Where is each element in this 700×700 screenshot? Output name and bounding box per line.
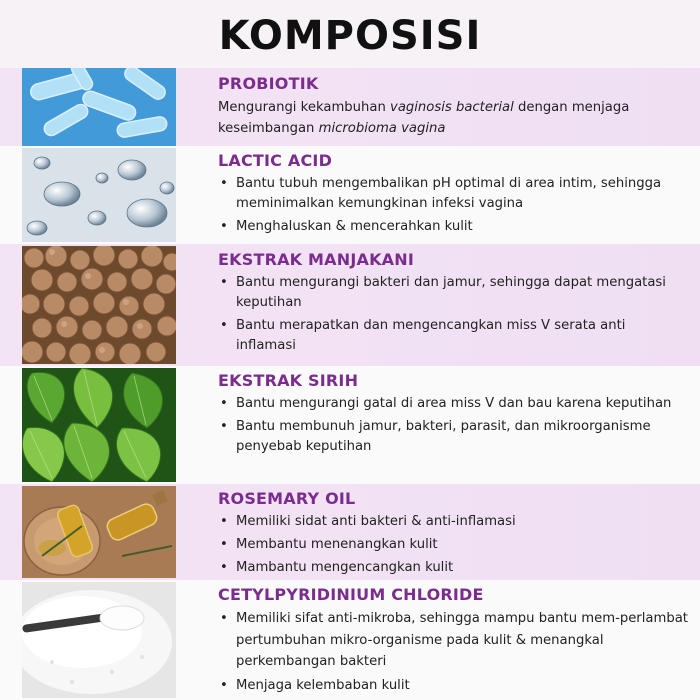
benefit-item: • Menjaga kelembaban kulit: [218, 676, 688, 696]
benefit-list: [218, 174, 688, 237]
benefit-item: • Memiliki sidat anti bakteri & anti-inflamasi: [218, 512, 688, 532]
page-title: KOMPOSISI: [218, 13, 482, 59]
benefit-item: • Bantu membunuh jamur, bakteri, parasit, dan mikroorganisme penyebab keputihan: [218, 417, 688, 457]
ingredient-name: CETYLPYRIDINIUM CHLORIDE: [218, 585, 484, 604]
benefit-item: • Mambantu mengencangkan kulit: [218, 558, 688, 578]
benefit-list: [218, 394, 688, 457]
benefit-list: [218, 273, 688, 356]
ingredient-row-cetylpyridinium-chloride: [0, 580, 700, 700]
benefit-item: • Bantu mengurangi gatal di area miss V dan bau karena keputihan: [218, 394, 688, 414]
ingredient-name: EKSTRAK MANJAKANI: [218, 250, 414, 269]
white-powder-image: [22, 582, 176, 698]
ingredient-name: ROSEMARY OIL: [218, 489, 356, 508]
benefit-item: • Bantu mengurangi bakteri dan jamur, sehingga dapat mengatasi keputihan: [218, 273, 688, 313]
water-droplets-image: [22, 148, 176, 242]
ingredient-name: LACTIC ACID: [218, 151, 333, 170]
manjakani-galls-image: [22, 246, 176, 364]
benefit-list: [218, 608, 688, 696]
ingredient-row-ekstrak-sirih: [0, 366, 700, 484]
rosemary-oil-bottles-image: [22, 486, 176, 578]
benefit-item: • Bantu merapatkan dan mengencangkan miss V serata anti inflamasi: [218, 316, 688, 356]
ingredient-name: EKSTRAK SIRIH: [218, 371, 359, 390]
ingredient-description: Mengurangi kekambuhan vaginosis bacterial dengan menjaga keseimbangan microbioma vagina: [218, 100, 630, 136]
benefit-list: [218, 512, 688, 578]
ingredient-row-rosemary-oil: [0, 484, 700, 580]
probiotic-bacteria-image: [22, 68, 176, 146]
benefit-item: • Membantu menenangkan kulit: [218, 535, 688, 555]
benefit-item: • Menghaluskan & mencerahkan kulit: [218, 217, 688, 237]
ingredient-row-ekstrak-manjakani: [0, 244, 700, 366]
ingredient-row-lactic-acid: [0, 146, 700, 244]
ingredient-row-probiotik: [0, 68, 700, 146]
ingredient-name: PROBIOTIK: [218, 74, 319, 93]
betel-leaves-image: [22, 368, 176, 482]
benefit-item: • Bantu tubuh mengembalikan pH optimal di area intim, sehingga meminimalkan kemungkinan infeksi vagina: [218, 174, 688, 214]
benefit-item: • Memiliki sifat anti-mikroba, sehingga mampu bantu mem-perlambat pertumbuhan mikro-organisme pada kulit & menangkal perkembangan bakteri: [218, 608, 688, 673]
